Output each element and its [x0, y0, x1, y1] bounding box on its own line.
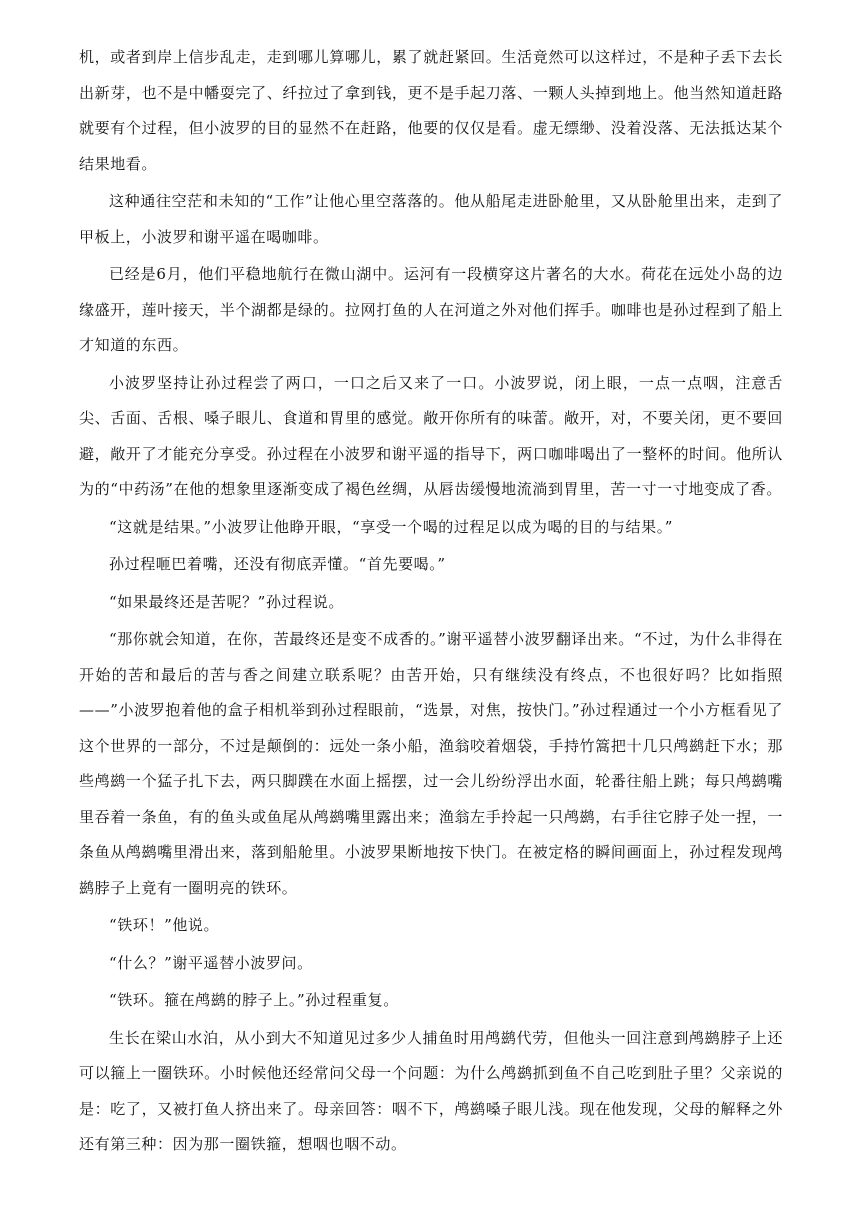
paragraph: “这就是结果。”小波罗让他睁开眼，“享受一个喝的过程足以成为喝的目的与结果。”: [109, 517, 674, 536]
paragraph: 小波罗坚持让孙过程尝了两口，一口之后又来了一口。小波罗说，闭上眼，一点一点咽，注意舌尖、舌面、舌根、嗓子眼儿、食道和胃里的感觉。敞开你所有的味蕾。敞开，对，不要关闭，更不要回避，敞开了才能充分享受。孙过程在小波罗和谢平遥的指导下，两口咖啡喝出了一整杯的时间。他所认为的“中药汤”在他的想象里逐渐变成了褐色丝绸，从唇齿缓慢地流淌到胃里，苦一寸一寸地变成了香。: [79, 373, 783, 498]
body-text: [79, 40, 783, 1165]
paragraph: “如果最终还是苦呢？”孙过程说。: [109, 592, 344, 611]
paragraph: “铁环！”他说。: [109, 916, 220, 934]
paragraph: “铁环。箍在鸬鹚的脖子上。”孙过程重复。: [109, 991, 399, 1009]
paragraph: 孙过程咂巴着嘴，还没有彻底弄懂。“首先要喝。”: [109, 555, 446, 573]
paragraph: 这种通往空茫和未知的“工作”让他心里空落落的。他从船尾走进卧舱里，又从卧舱里出来，走到了甲板上，小波罗和谢平遥在喝咖啡。: [79, 192, 783, 246]
paragraph-continued: 机，或者到岸上信步乱走，走到哪儿算哪儿，累了就赶紧回。生活竟然可以这样过，不是种子丢下去长出新芽，也不是中幡耍完了、纤拉过了拿到钱，更不是手起刀落、一颗人头掉到地上。他当然知道赶路就要有个过程，但小波罗的目的显然不在赶路，他要的仅仅是看。虚无缥缈、没着没落、无法抵达某个结果地看。: [79, 48, 783, 173]
paragraph: “那你就会知道，在你，苦最终还是变不成香的。”谢平遥替小波罗翻译出来。“不过，为什么非得在开始的苦和最后的苦与香之间建立联系呢？由苦开始，只有继续没有终点，不也很好吗？比如指照——”小波罗抱着他的盒子相机举到孙过程眼前，“选景，对焦，按快门。”孙过程通过一个小方框看见了这个世界的一部分，不过是颠倒的：远处一条小船，渔翁咬着烟袋，手持竹篙把十几只鸬鹚赶下水；那些鸬鹚一个猛子扎下去，两只脚蹼在水面上摇摆，过一会儿纷纷浮出水面，轮番往船上跳；每只鸬鹚嘴里吞着一条鱼，有的鱼头或鱼尾从鸬鹚嘴里露出来；渔翁左手拎起一只鸬鹚，右手往它脖子处一捏，一条鱼从鸬鹚嘴里滑出来，落到船舱里。小波罗果断地按下快门。在被定格的瞬间画面上，孙过程发现鸬鹚脖子上竟有一圈明亮的铁环。: [79, 630, 783, 897]
paragraph: 生长在梁山水泊，从小到大不知道见过多少人捕鱼时用鸬鹚代劳，但他头一回注意到鸬鹚脖子上还可以箍上一圈铁环。小时候他还经常问父母一个问题：为什么鸬鹚抓到鱼不自己吃到肚子里？父亲说的是：吃了，又被打鱼人挤出来了。母亲回答：咽不下，鸬鹚嗓子眼儿浅。现在他发现，父母的解释之外还有第三种：因为那一圈铁箍，想咽也咽不动。: [79, 1028, 783, 1153]
paragraph: “什么？”谢平遥替小波罗问。: [109, 953, 313, 972]
paragraph: 已经是6月，他们平稳地航行在微山湖中。运河有一段横穿这片著名的大水。荷花在远处小岛的边缘盛开，莲叶接天，半个湖都是绿的。拉网打鱼的人在河道之外对他们挥手。咖啡也是孙过程到了船上才知道的东西。: [79, 265, 783, 354]
